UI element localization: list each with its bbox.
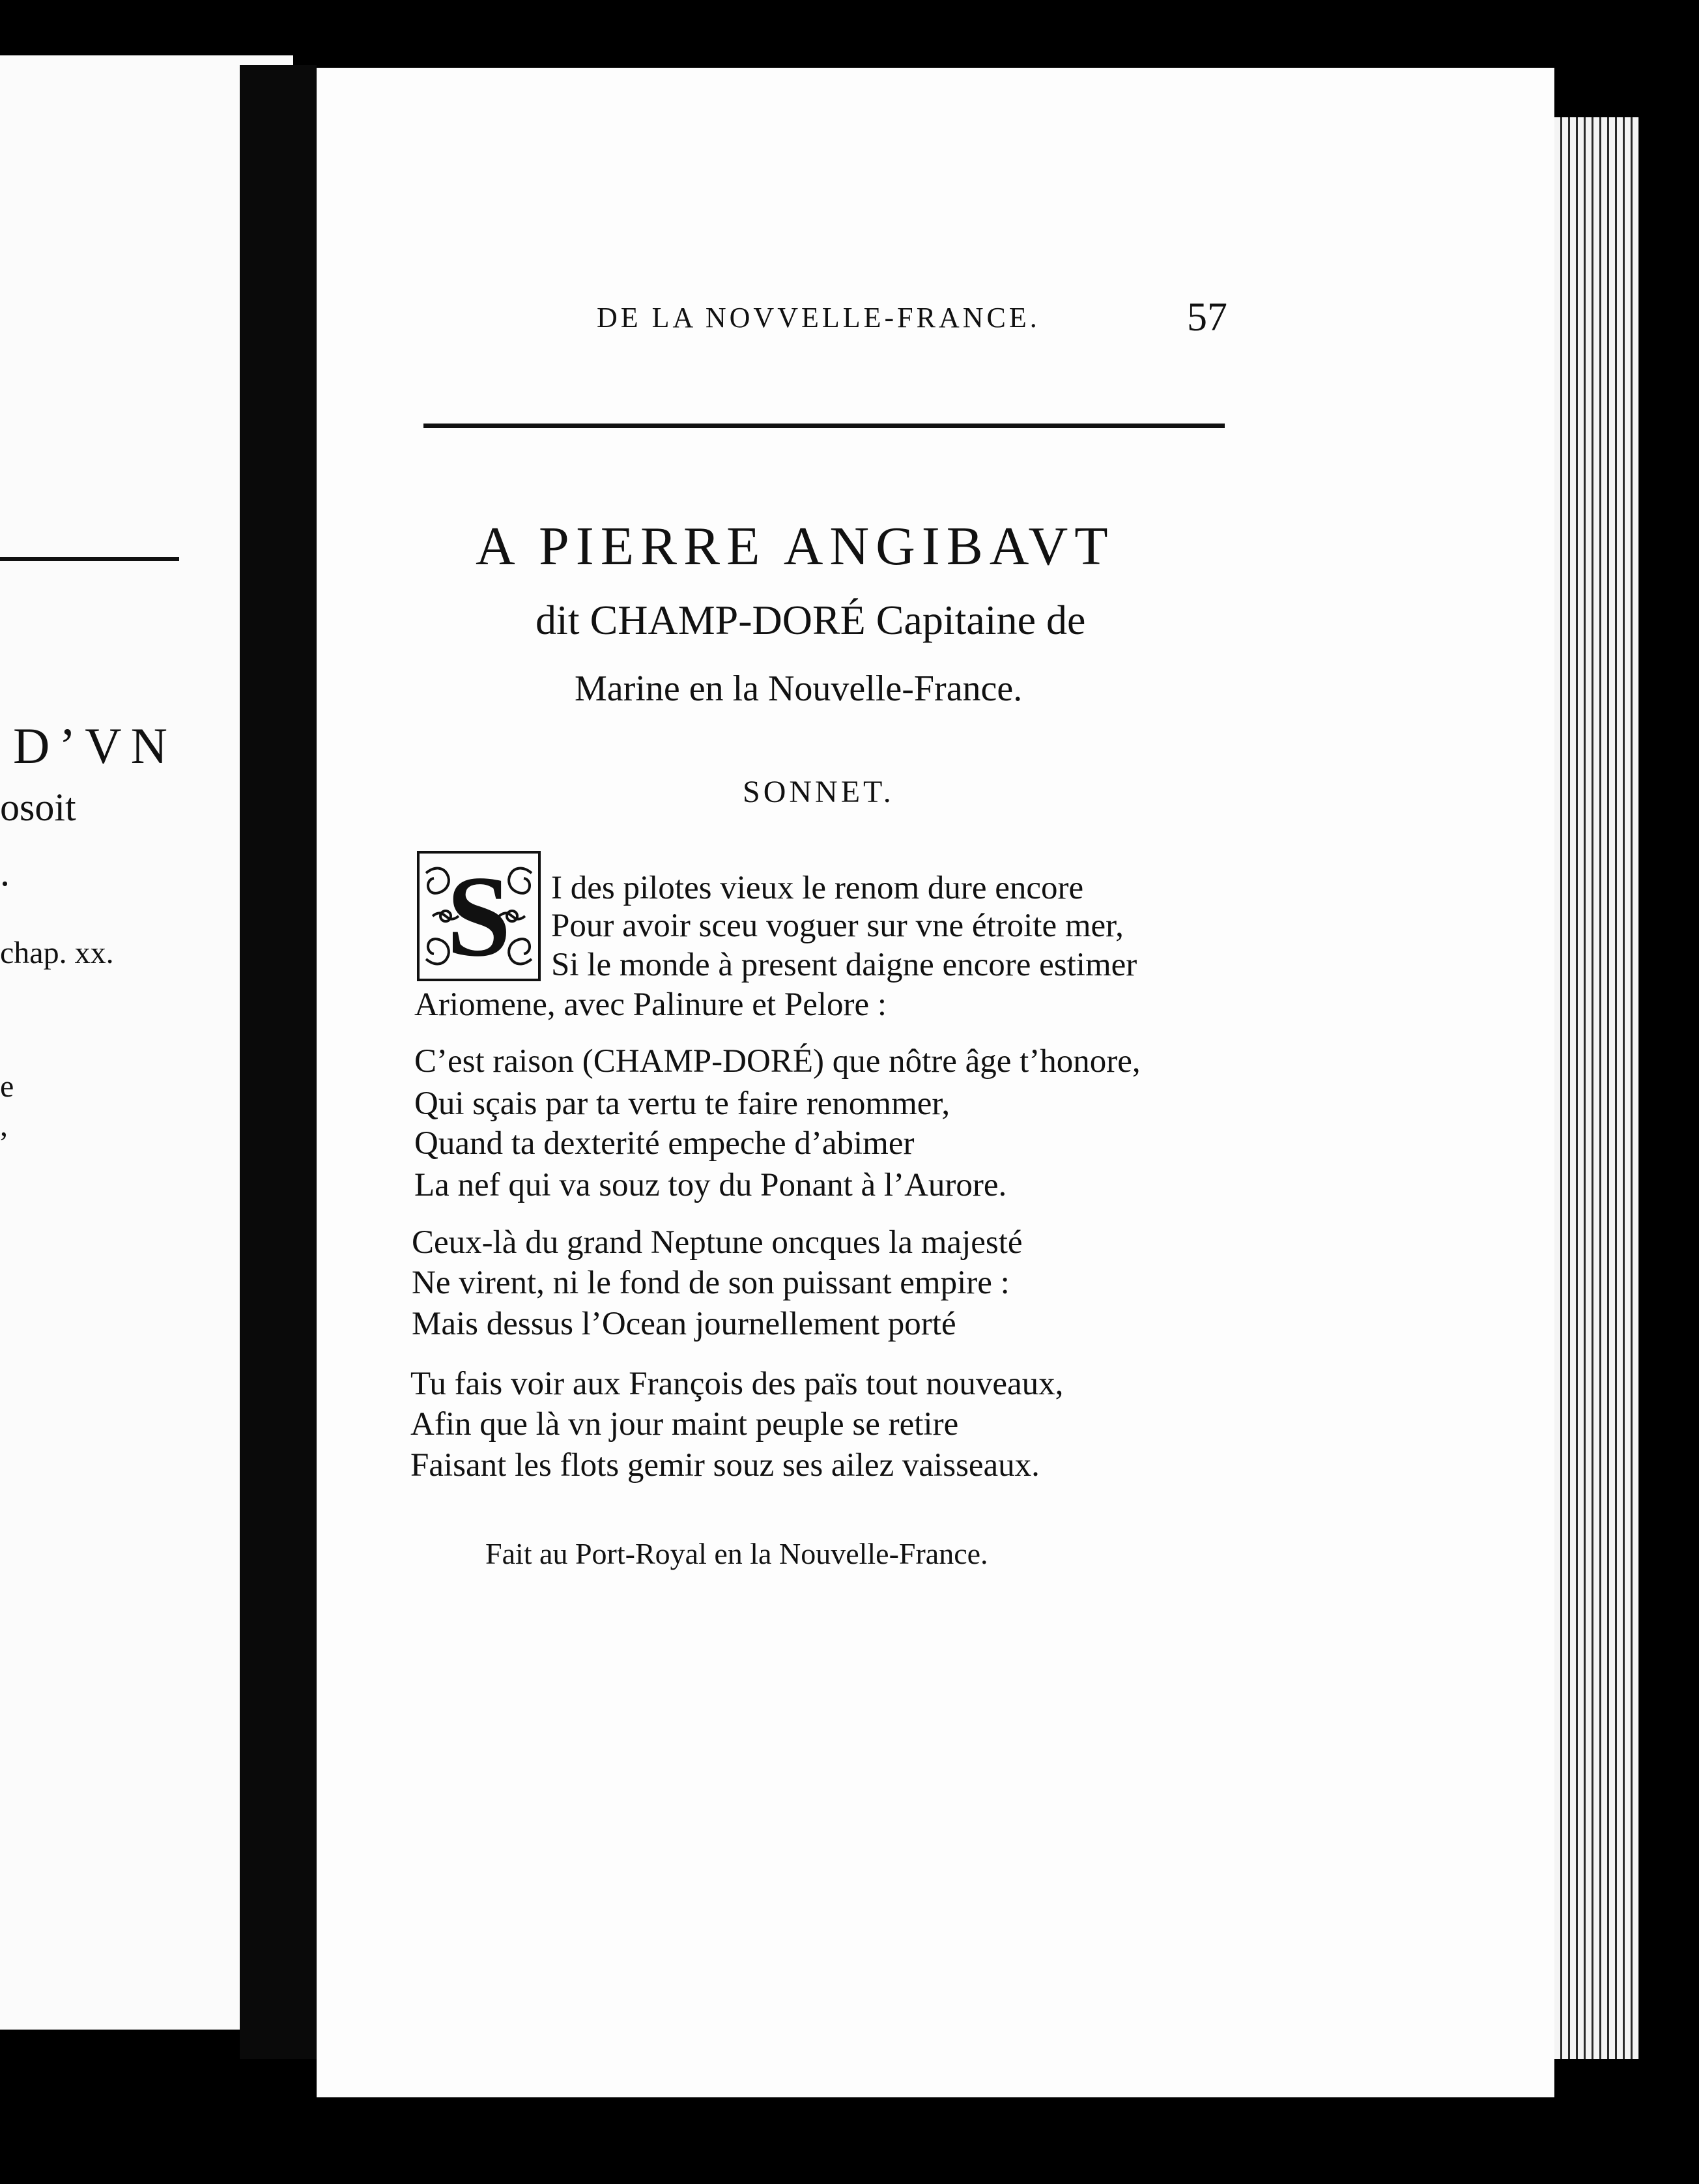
poem-line: Afin que là vn jour maint peuple se retire (410, 1406, 959, 1443)
poem-line: Tu fais voir aux François des païs tout nouveaux, (410, 1366, 1064, 1402)
running-head: DE LA NOVVELLE-FRANCE. (597, 302, 1040, 334)
poem-line: Pour avoir sceu voguer sur vne étroite mer, (551, 908, 1124, 944)
right-page (317, 68, 1554, 2097)
book-gutter (240, 65, 317, 2059)
poem-line: C’est raison (CHAMP-DORÉ) que nôtre âge t’honore, (414, 1043, 1141, 1080)
poem-line: Qui sçais par ta vertu te faire renommer, (414, 1085, 950, 1122)
poem-line: Mais dessus l’Ocean journellement porté (412, 1306, 956, 1342)
left-page-text-fragment: e (0, 1069, 14, 1104)
poem-line: Faisant les flots gemir souz ses ailez vaisseaux. (410, 1447, 1040, 1484)
poem-line: La nef qui va souz toy du Ponant à l’Aurore. (414, 1167, 1007, 1203)
left-page-text-fragment: chap. xx. (0, 936, 114, 970)
left-page-text-fragment: , (0, 1108, 8, 1143)
drop-cap-letter: S (446, 852, 511, 981)
dedication-subtitle: dit CHAMP-DORÉ Capitaine de (535, 597, 1086, 643)
header-rule (423, 424, 1225, 428)
poem-line: Ne virent, ni le fond de son puissant empire : (412, 1265, 1010, 1301)
left-page-rule (0, 557, 179, 561)
poem-line: Quand ta dexterité empeche d’abimer (414, 1125, 915, 1162)
left-page-text-fragment: . (0, 851, 10, 894)
ornamental-drop-cap (417, 851, 541, 981)
poem-line: Ariomene, avec Palinure et Pelore : (414, 986, 887, 1023)
poem-line: I des pilotes vieux le renom dure encore (551, 870, 1084, 906)
dedication-subtitle: Marine en la Nouvelle-France. (575, 668, 1023, 709)
poem-line: Ceux-là du grand Neptune oncques la majesté (412, 1224, 1023, 1261)
left-page-heading-fragment: D’VN (13, 717, 177, 774)
page-number: 57 (1187, 295, 1227, 339)
sonnet-heading: SONNET. (743, 775, 894, 809)
poem-line: Si le monde à present daigne encore estimer (551, 947, 1137, 983)
place-attribution: Fait au Port-Royal en la Nouvelle-France. (485, 1537, 988, 1570)
page-edges (1554, 117, 1639, 2059)
left-page-text-fragment: osoit (0, 786, 76, 829)
dedication-title: A PIERRE ANGIBAVT (476, 516, 1115, 577)
